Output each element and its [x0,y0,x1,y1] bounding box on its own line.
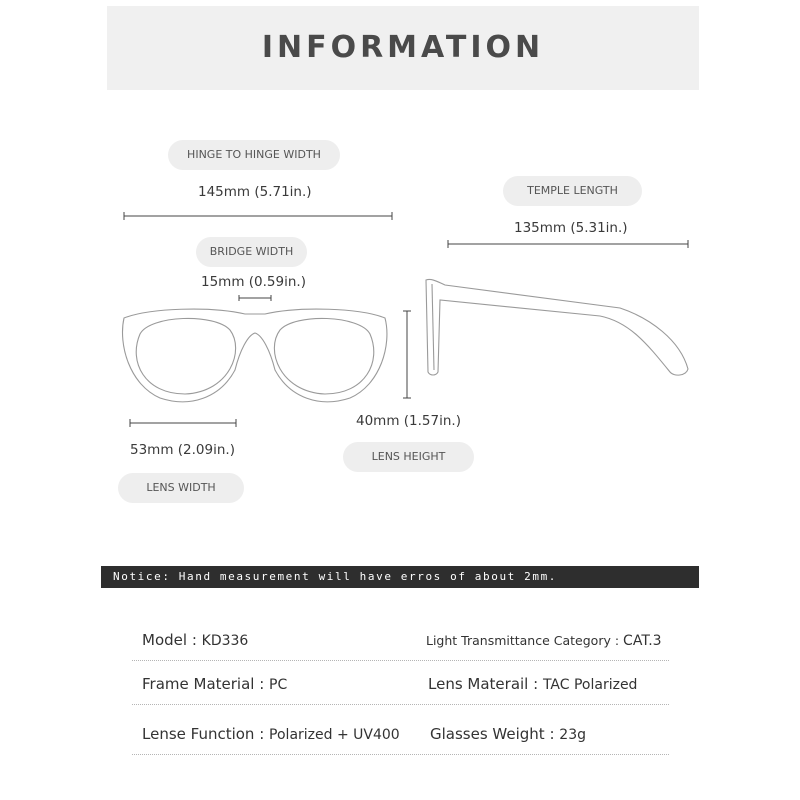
spec-row [132,714,669,755]
spec-glasses-weight [430,724,586,743]
hinge-to-hinge-value: 145mm (5.71in.) [198,184,312,200]
temple-length-line [448,240,688,248]
spec-label: Model [142,631,188,649]
bridge-width-value: 15mm (0.59in.) [201,274,306,290]
spec-label: Lense Function [142,725,255,743]
lens-height-value: 40mm (1.57in.) [356,413,461,429]
spec-row [132,620,669,661]
glasses-temple-outline [426,279,688,375]
spec-value: KD336 [201,633,249,649]
bridge-width-label: BRIDGE WIDTH [196,237,307,267]
spec-value: Polarized + UV400 [269,727,400,743]
spec-value: CAT.3 [623,633,662,649]
spec-frame-material [142,674,287,693]
spec-value: TAC Polarized [542,677,638,693]
notice-bar: Notice: Hand measurement will have erros of about 2mm. [101,566,699,588]
spec-separator: : [254,725,270,743]
spec-label: Glasses Weight [430,725,545,743]
spec-label: Frame Material [142,675,255,693]
spec-value: PC [269,677,288,693]
hinge-to-hinge-label: HINGE TO HINGE WIDTH [168,140,340,170]
spec-lens-function [142,724,400,743]
spec-separator: : [528,675,543,693]
page-title: INFORMATION [261,30,545,65]
glasses-front-outline [123,309,387,402]
lens-height-line [403,311,411,398]
lens-width-line [130,419,236,427]
spec-separator: : [544,725,560,743]
temple-length-value: 135mm (5.31in.) [514,220,628,236]
spec-label: Light Transmittance Category [426,633,611,648]
spec-lens-material [428,674,637,693]
spec-separator: : [187,631,202,649]
lens-width-value: 53mm (2.09in.) [130,442,235,458]
bridge-width-line [239,295,271,301]
hinge-to-hinge-line [124,212,392,220]
lens-height-label: LENS HEIGHT [343,442,474,472]
spec-separator: : [610,633,624,648]
spec-value: 23g [559,727,586,743]
spec-model [142,630,248,649]
spec-separator: : [254,675,270,693]
spec-row [132,664,669,705]
lens-width-label: LENS WIDTH [118,473,244,503]
temple-length-label: TEMPLE LENGTH [503,176,642,206]
spec-light-transmittance [426,630,662,649]
spec-label: Lens Materail [428,675,529,693]
